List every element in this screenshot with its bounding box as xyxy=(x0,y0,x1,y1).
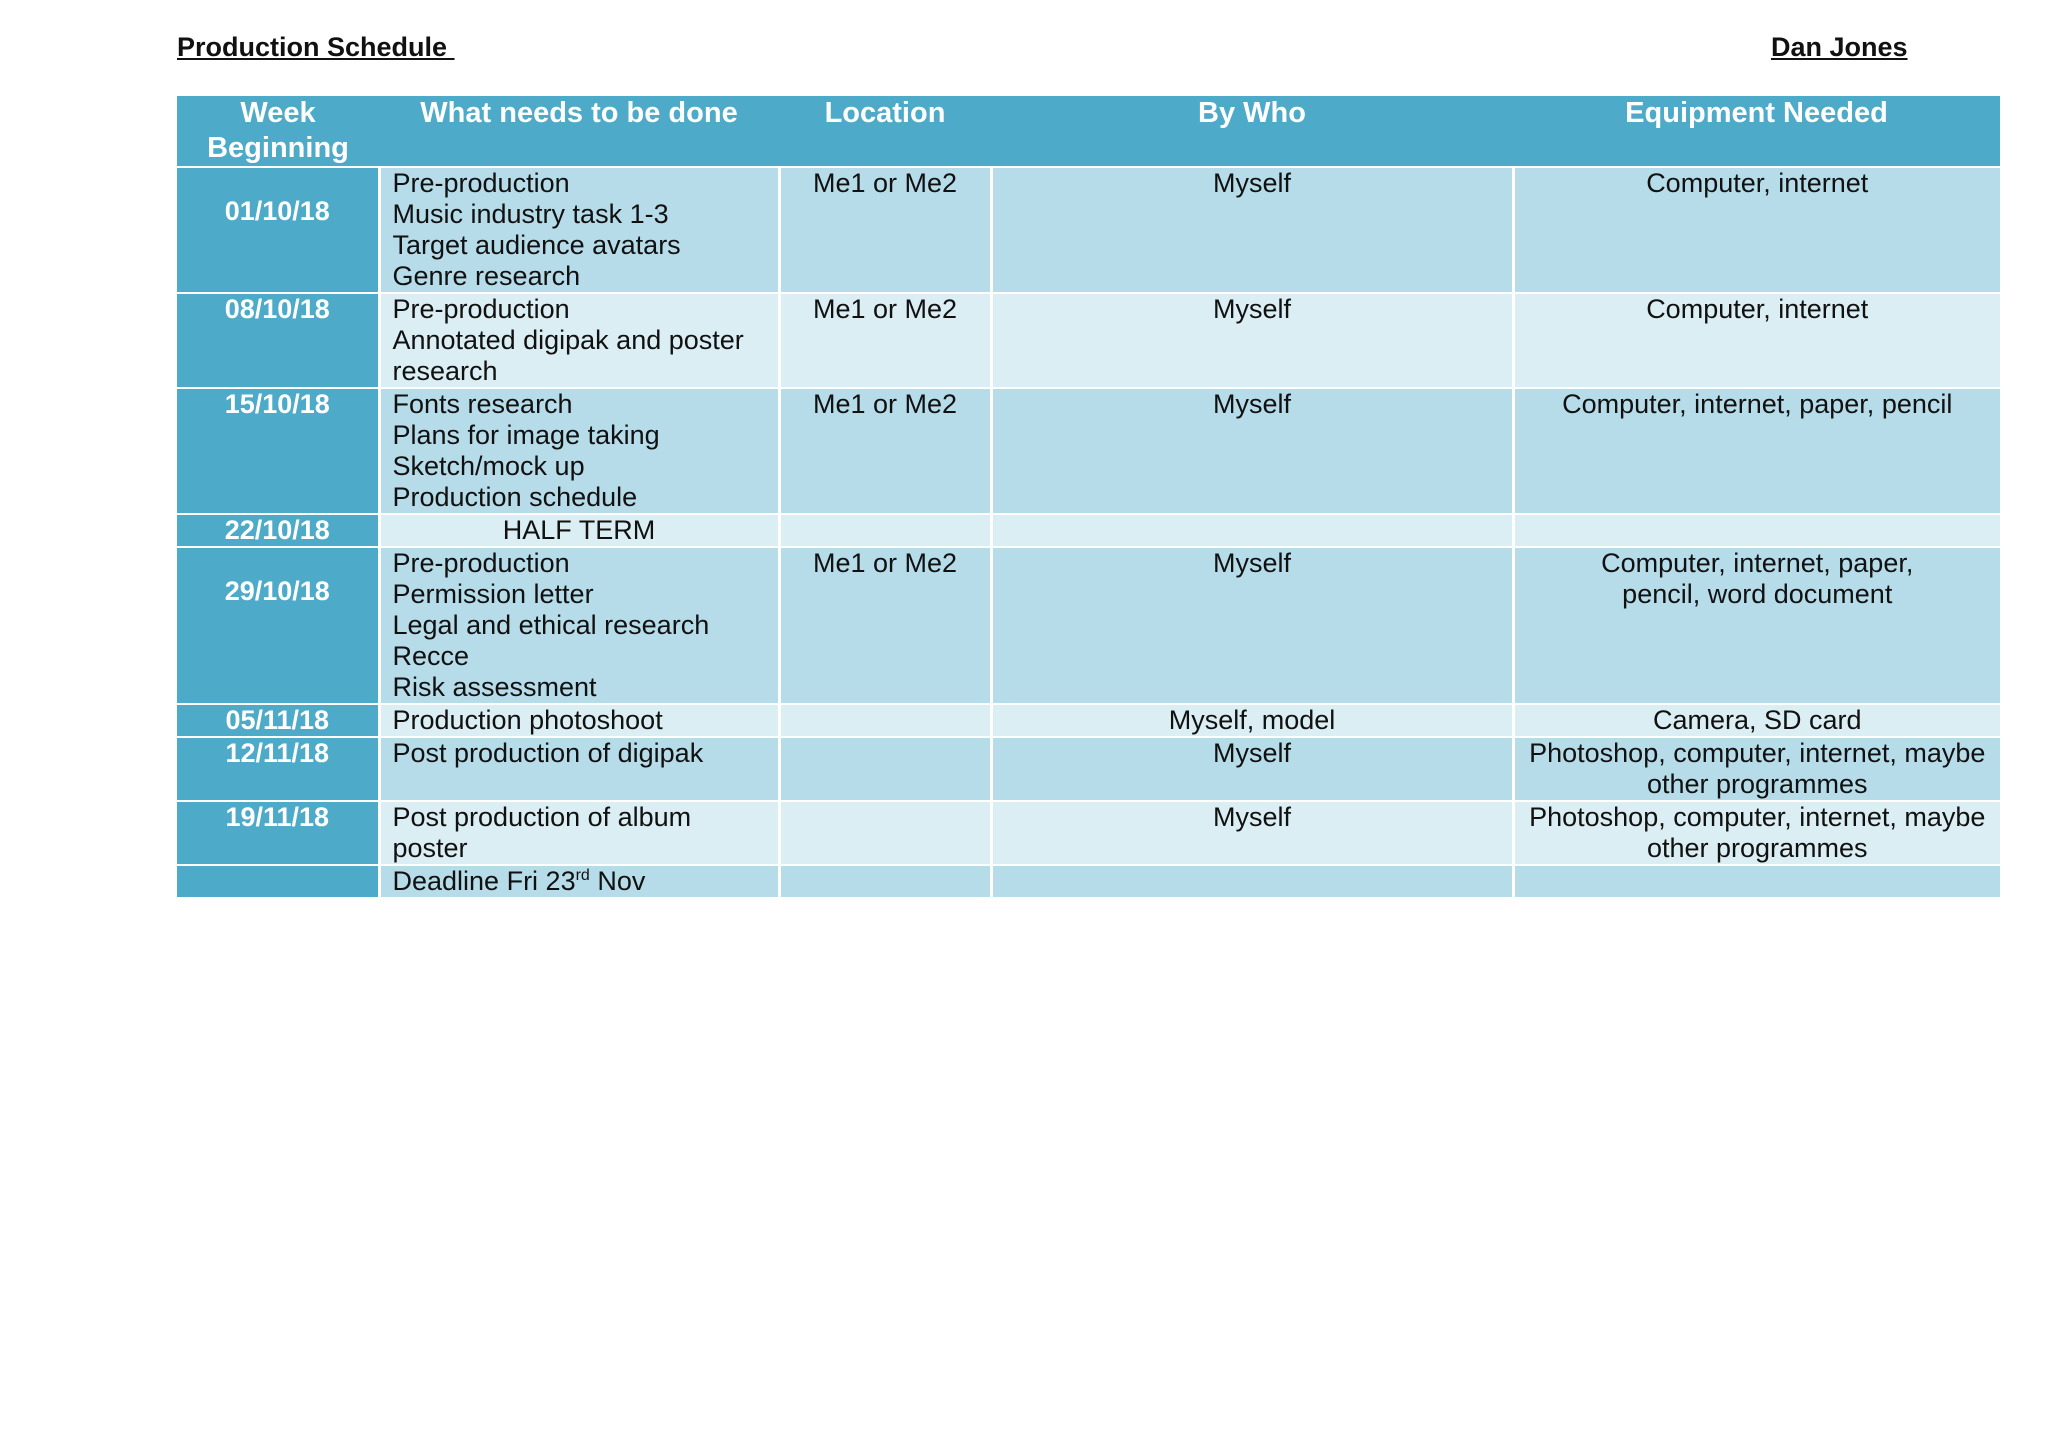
header-equipment-needed: Equipment Needed xyxy=(1513,96,2000,167)
by-who-cell xyxy=(991,514,1513,547)
table-header-row xyxy=(177,96,2000,167)
task-line: Permission letter xyxy=(392,579,594,609)
deadline-text: Deadline Fri 23 xyxy=(392,866,576,896)
table-row xyxy=(177,167,2000,293)
table-row xyxy=(177,704,2000,737)
table-row xyxy=(177,547,2000,704)
equipment-cell: Computer, internet xyxy=(1513,167,2000,293)
week-cell: 15/10/18 xyxy=(177,388,379,514)
header-by-who: By Who xyxy=(991,96,1513,167)
task-cell xyxy=(379,514,779,547)
location-cell: Me1 or Me2 xyxy=(779,388,991,514)
location-cell: Me1 or Me2 xyxy=(779,547,991,704)
table-row xyxy=(177,514,2000,547)
production-schedule-table xyxy=(177,96,2000,897)
task-line: Post production of album xyxy=(392,802,692,832)
equipment-cell: Computer, internet, paper, pencil xyxy=(1513,388,2000,514)
task-line: Risk assessment xyxy=(392,672,597,702)
equipment-cell: Computer, internet xyxy=(1513,293,2000,388)
task-line: Annotated digipak and poster xyxy=(392,325,744,355)
task-line: Music industry task 1-3 xyxy=(392,199,669,229)
week-cell: 12/11/18 xyxy=(177,737,379,801)
location-cell xyxy=(779,704,991,737)
task-line: research xyxy=(392,356,498,386)
by-who-cell: Myself xyxy=(991,801,1513,865)
equipment-cell: Camera, SD card xyxy=(1513,704,2000,737)
task-line: Pre-production xyxy=(392,294,570,324)
task-line: Plans for image taking xyxy=(392,420,660,450)
by-who-cell xyxy=(991,865,1513,897)
location-cell: Me1 or Me2 xyxy=(779,293,991,388)
table-row xyxy=(177,388,2000,514)
week-cell: 08/10/18 xyxy=(177,293,379,388)
location-cell xyxy=(779,801,991,865)
task-cell xyxy=(379,704,779,737)
week-cell xyxy=(177,547,379,704)
by-who-cell: Myself xyxy=(991,167,1513,293)
header-what-needs-to-be-done: What needs to be done xyxy=(379,96,779,167)
task-line: Sketch/mock up xyxy=(392,451,585,481)
document-author: Dan Jones xyxy=(1771,32,1908,62)
week-cell xyxy=(177,865,379,897)
location-cell: Me1 or Me2 xyxy=(779,167,991,293)
by-who-cell: Myself xyxy=(991,293,1513,388)
by-who-cell: Myself xyxy=(991,388,1513,514)
location-cell xyxy=(779,514,991,547)
equipment-cell: Computer, internet, paper, pencil, word document xyxy=(1513,547,2000,704)
equipment-cell xyxy=(1513,514,2000,547)
task-line: Pre-production xyxy=(392,548,570,578)
equipment-cell: Photoshop, computer, internet, maybe other programmes xyxy=(1513,801,2000,865)
deadline-ordinal-suffix: rd xyxy=(575,867,590,884)
task-line: HALF TERM xyxy=(502,515,656,545)
equipment-cell xyxy=(1513,865,2000,897)
by-who-cell: Myself xyxy=(991,737,1513,801)
task-cell xyxy=(379,167,779,293)
header-week-beginning: Week Beginning xyxy=(177,96,379,167)
by-who-cell: Myself xyxy=(991,547,1513,704)
task-line: Production schedule xyxy=(392,482,638,512)
table-row xyxy=(177,293,2000,388)
deadline-month: Nov xyxy=(589,866,646,896)
task-cell xyxy=(379,547,779,704)
week-cell: 19/11/18 xyxy=(177,801,379,865)
location-cell xyxy=(779,865,991,897)
location-cell xyxy=(779,737,991,801)
table-row xyxy=(177,801,2000,865)
task-line: Pre-production xyxy=(392,168,570,198)
week-cell: 05/11/18 xyxy=(177,704,379,737)
header-location: Location xyxy=(779,96,991,167)
task-cell xyxy=(379,801,779,865)
document-title: Production Schedule xyxy=(177,32,455,62)
task-line: Legal and ethical research xyxy=(392,610,710,640)
task-line: Genre research xyxy=(392,261,581,291)
task-line: Target audience avatars xyxy=(392,230,681,260)
week-date: 01/10/18 xyxy=(224,196,330,226)
week-cell: 22/10/18 xyxy=(177,514,379,547)
task-line: Post production of digipak xyxy=(392,738,704,768)
week-date: 29/10/18 xyxy=(224,576,330,606)
task-cell xyxy=(379,293,779,388)
task-line: Production photoshoot xyxy=(392,705,663,735)
task-cell xyxy=(379,737,779,801)
table-row xyxy=(177,865,2000,897)
week-cell xyxy=(177,167,379,293)
task-line: Fonts research xyxy=(392,389,573,419)
task-line: Recce xyxy=(392,641,470,671)
table-row xyxy=(177,737,2000,801)
by-who-cell: Myself, model xyxy=(991,704,1513,737)
task-cell xyxy=(379,388,779,514)
equipment-cell: Photoshop, computer, internet, maybe other programmes xyxy=(1513,737,2000,801)
task-line: poster xyxy=(392,833,468,863)
task-cell xyxy=(379,865,779,897)
